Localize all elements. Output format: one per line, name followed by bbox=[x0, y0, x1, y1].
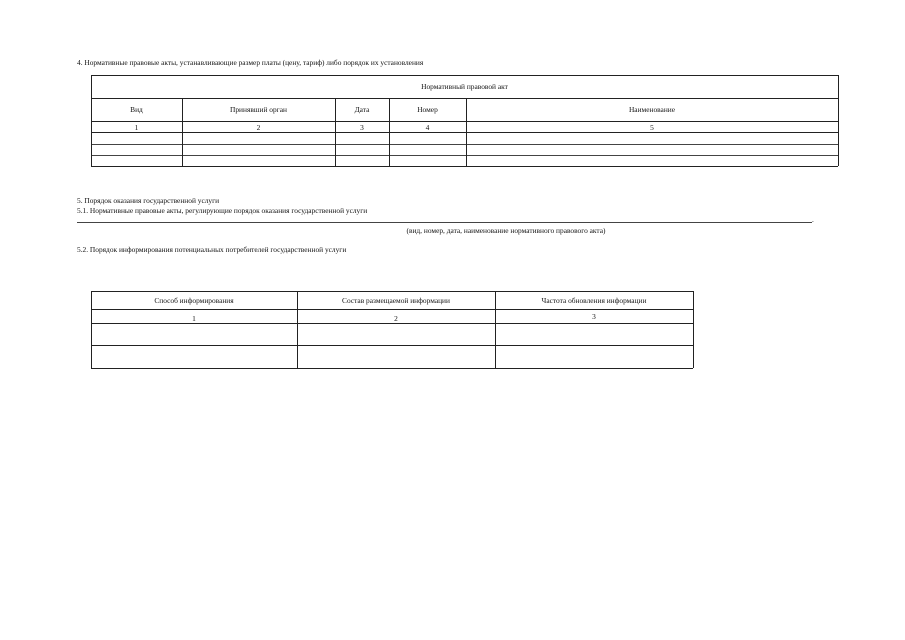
table1-right-border bbox=[838, 75, 839, 166]
table1-columns-divider bbox=[91, 121, 838, 122]
section5-1-trailing: . bbox=[812, 215, 814, 224]
table2-colnum-1: 1 bbox=[192, 314, 196, 323]
table2-colnum-2: 2 bbox=[394, 314, 398, 323]
table2-header-method: Способ информирования bbox=[154, 296, 234, 305]
table1-numbers-divider bbox=[91, 132, 838, 133]
table1-header-number: Номер bbox=[417, 105, 438, 114]
table1-header-name: Наименование bbox=[628, 105, 676, 114]
table1-top-border bbox=[91, 75, 838, 76]
table1-row-divider bbox=[91, 144, 838, 145]
table1-colnum-4: 4 bbox=[425, 123, 430, 132]
table2-numbers-divider bbox=[91, 323, 693, 324]
table2-header-divider bbox=[91, 309, 693, 310]
section5-2-heading: 5.2. Порядок информирования потенциальных потребителей государственной услуги bbox=[77, 245, 347, 254]
section5-heading: 5. Порядок оказания государственной услуги bbox=[77, 196, 220, 205]
table1-header-organ: Принявший орган bbox=[230, 105, 287, 114]
table1-colnum-2: 2 bbox=[256, 123, 261, 132]
table2-bottom-border bbox=[91, 368, 693, 369]
table1-header-date: Дата bbox=[354, 105, 370, 114]
table1-colnum-5: 5 bbox=[650, 123, 654, 132]
table1-colnum-3: 3 bbox=[360, 123, 364, 132]
table2-header-content: Состав размещаемой информации bbox=[342, 296, 450, 305]
section4-heading: 4. Нормативные правовые акты, устанавливающие размер платы (цену, тариф) либо порядок их установления bbox=[77, 58, 424, 67]
table1-bottom-border bbox=[91, 166, 838, 167]
table2-row-divider bbox=[91, 345, 693, 346]
table2-right-border bbox=[693, 291, 694, 368]
table2-colnum-3: 3 bbox=[592, 312, 596, 321]
section5-1-heading: 5.1. Нормативные правовые акты, регулирующие порядок оказания государственной услуги bbox=[77, 206, 368, 215]
table1-group-header: Нормативный правовой акт bbox=[421, 82, 508, 91]
table1-row-divider bbox=[91, 155, 838, 156]
section5-1-caption: (вид, номер, дата, наименование нормативного правового акта) bbox=[406, 226, 606, 235]
section5-1-fill-line bbox=[77, 222, 812, 223]
table1-header-divider bbox=[91, 98, 838, 99]
table2-top-border bbox=[91, 291, 693, 292]
table1-colnum-1: 1 bbox=[134, 123, 139, 132]
table2-header-frequency: Частота обновления информации bbox=[541, 296, 647, 305]
table1-header-vid: Вид bbox=[130, 105, 143, 114]
